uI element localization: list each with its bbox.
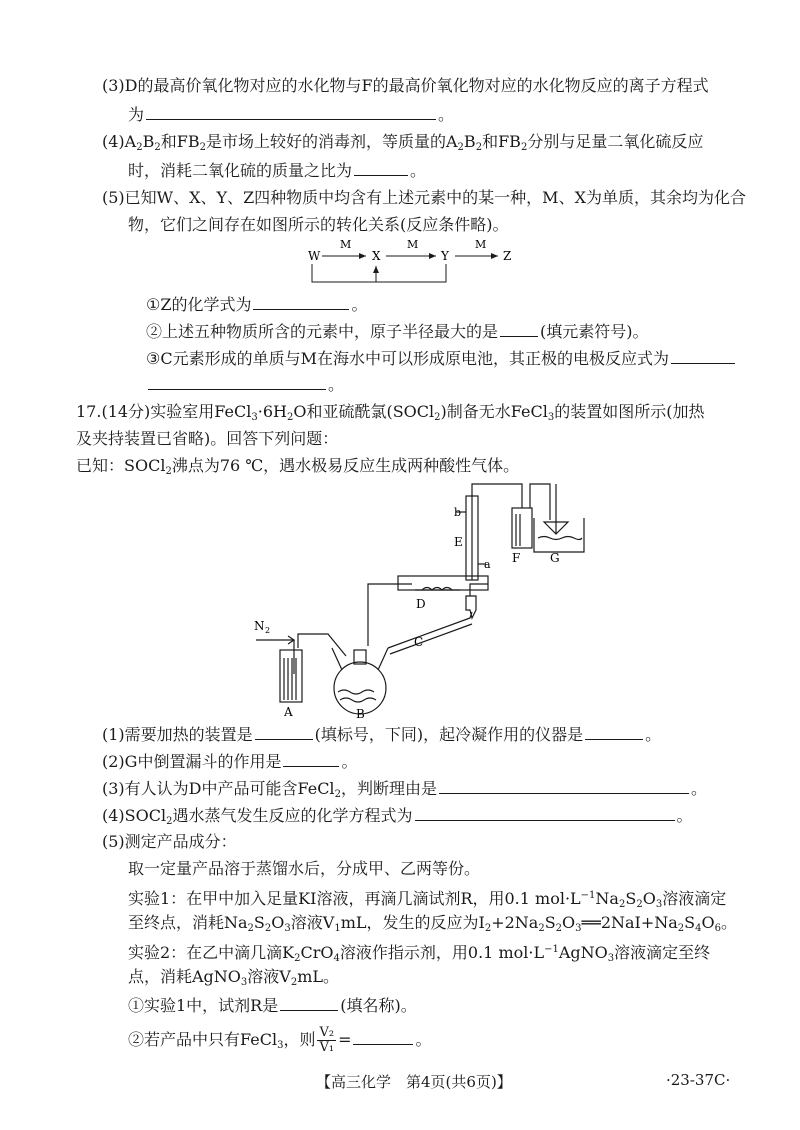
q16-sub3: ③C元素形成的单质与M在海水中可以形成原电池，其正极的电极反应式为: [146, 347, 737, 370]
answer-blank[interactable]: [146, 103, 436, 120]
label-e: E: [454, 535, 463, 549]
answer-blank[interactable]: [354, 159, 408, 176]
beaker-g: [534, 518, 584, 552]
q17-heading: 17.(14分)实验室用$FeCl_3\cdot 6H_2O$和亚硫酰氯(SOCl$_2$)制备无水FeCl$_3$的装置如图所示(加热: [76, 402, 705, 423]
answer-blank[interactable]: [255, 723, 313, 740]
conversion-scheme: [300, 238, 530, 290]
q16-part5-line1: (5)已知W、X、Y、Z四种物质中均含有上述元素中的某一种，M、X为单质，其余均为化合: [102, 188, 746, 207]
scheme-x: X: [372, 249, 381, 263]
label-b: B: [356, 707, 365, 720]
tube-d: [398, 576, 488, 590]
bottle-f: [512, 508, 532, 548]
q16-part3-line1: (3)D的最高价氧化物对应的水化物与F的最高价氧化物对应的水化物反应的离子方程式: [102, 76, 709, 95]
label-c: C: [414, 635, 424, 649]
scheme-z: Z: [503, 249, 512, 263]
answer-blank[interactable]: [283, 750, 339, 767]
q17-exp2-line2: 点，消耗AgNO$_3$溶液$V_2mL$。: [128, 967, 340, 988]
label-n2: N: [254, 619, 265, 633]
bottle-a: [280, 650, 302, 702]
q16-sub1: ①Z的化学式为 。: [146, 295, 368, 314]
scheme-m1: M: [340, 238, 352, 251]
answer-blank[interactable]: [415, 804, 675, 821]
q17-sub1: ①实验1中，试剂R是 (填名称)。: [128, 996, 417, 1015]
svg-text:2: 2: [265, 626, 271, 635]
ratio-fraction: $\frac{\text{V₂}}{\text{V₁}}$: [319, 1025, 335, 1055]
q17-exp1-line1: 实验1：在甲中加入足量KI溶液，再滴几滴试剂R，用0.1 $mol\cdot L^{-1}Na_2S_2O_3$溶液滴定: [128, 889, 727, 910]
scheme-m2: M: [407, 238, 419, 251]
answer-blank[interactable]: [280, 994, 338, 1011]
answer-blank[interactable]: [253, 293, 349, 310]
q16-part4-line2: 时，消耗二氧化硫的质量之比为 。: [128, 161, 427, 180]
footer-page-info: 【高三化学 第4页(共6页)】: [316, 1073, 512, 1091]
label-f: F: [512, 551, 521, 565]
answer-blank[interactable]: [353, 1028, 413, 1045]
port-b: b: [454, 506, 462, 519]
q16-part5-line2: 物，它们之间存在如图所示的转化关系(反应条件略)。: [128, 215, 509, 234]
label-g: G: [550, 551, 560, 565]
q17-sub2: ②若产品中只有FeCl$_3$，则 $\frac{\text{V₂}}{\text{V₁}}$ = 。: [128, 1025, 432, 1055]
q17-known: 已知：SOCl$_2$沸点为76 ℃，遇水极易反应生成两种酸性气体。: [76, 456, 520, 477]
port-a: a: [484, 558, 491, 571]
answer-blank[interactable]: [671, 347, 735, 364]
answer-blank[interactable]: [439, 777, 689, 794]
q17-heading-line2: 及夹持装置已省略)。回答下列问题：: [76, 429, 339, 448]
scheme-m3: M: [475, 238, 487, 251]
scheme-w: W: [308, 249, 321, 263]
tube-c: [388, 612, 472, 648]
q17-exp2-line1: 实验2：在乙中滴几滴$K_2CrO_4$溶液作指示剂，用0.1 $mol\cdot L^{-1}AgNO_3$溶液滴定至终: [128, 943, 711, 964]
q17-part1: (1)需要加热的装置是 (填标号，下同)，起冷凝作用的仪器是 。: [102, 725, 662, 744]
q16-part3-line2: 为 。: [128, 105, 455, 124]
q16-part4-line1: $(4)A_2B_2$和$FB_2$是市场上较好的消毒剂，等质量的$A_2B_2$和$FB_2$分别与足量二氧化硫反应: [102, 132, 704, 153]
label-d: D: [416, 597, 426, 611]
scheme-y: Y: [441, 249, 449, 263]
q17-part2: (2)G中倒置漏斗的作用是 。: [102, 752, 358, 771]
answer-blank[interactable]: [148, 373, 326, 390]
label-a: A: [284, 705, 293, 719]
footer-code: ·23-37C·: [666, 1071, 731, 1089]
q17-exp1-line2: 至终点，消耗$Na_2S_2O_3$溶液$V_1mL$，发生的反应为$I_2+2Na_2S_2O_3══2NaI+Na_2S_4O_6$。: [128, 913, 738, 934]
q17-part3: (3)有人认为D中产品可能含FeCl$_2$，判断理由是 。: [102, 779, 707, 800]
q17-part5-intro: 取一定量产品溶于蒸馏水后，分成甲、乙两等份。: [128, 859, 481, 878]
q17-part5: (5)测定产品成分：: [102, 832, 237, 851]
q16-sub3-cont: 。: [146, 373, 344, 396]
q16-sub2: ②上述五种物质所含的元素中，原子半径最大的是 (填元素符号)。: [146, 322, 649, 341]
answer-blank[interactable]: [585, 723, 643, 740]
apparatus-diagram: [250, 478, 590, 720]
answer-blank[interactable]: [500, 320, 538, 337]
q17-part4: (4)SOCl$_2$遇水蒸气发生反应的化学方程式为 。: [102, 806, 693, 827]
